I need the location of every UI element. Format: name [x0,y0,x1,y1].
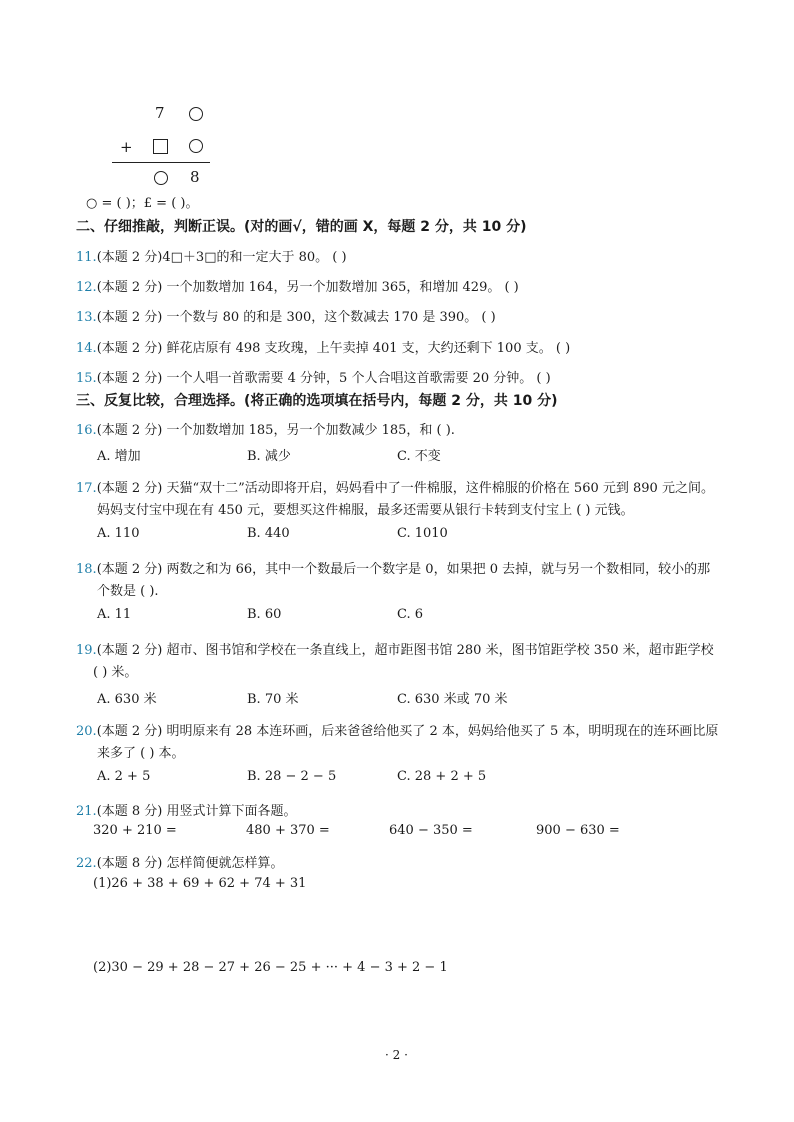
calc-expression: 900 − 630 = [536,823,620,838]
question-number: 12. [76,280,97,295]
question-text: (本题 2 分) 一个人唱一首歌需要 4 分钟，5 个人合唱这首歌需要 20 分钟。 ( ) [96,371,551,386]
question-text: (本题 2 分) 明明原来有 28 本连环画，后来爸爸给他买了 2 本，妈妈给他买了 5 本，明明现在的连环画比原 [96,724,719,739]
question-number: 21. [76,804,97,819]
option-b: B. 减少 [247,449,291,464]
option-a: A. 增加 [97,449,141,464]
question-19 [76,639,714,658]
option-b: B. 60 [247,607,282,622]
question-text: (本题 2 分) 两数之和为 66，其中一个数最后一个数字是 0，如果把 0 去掉，就与另一个数相同，较小的那 [96,562,711,577]
digit-result: 8 [190,168,200,186]
option-b: B. 28 − 2 − 5 [247,769,337,784]
question-text: (本题 8 分) 用竖式计算下面各题。 [96,804,297,819]
question-text: (本题 8 分) 怎样简便就怎样算。 [96,856,284,871]
question-text: (本题 2 分) 一个加数增加 185，另一个加数减少 185，和 ( ). [96,423,455,438]
option-c: C. 6 [397,607,424,622]
calc-expression: 320 + 210 = [93,823,177,838]
option-c: C. 不变 [397,449,441,464]
question-13 [76,306,496,325]
question-number: 18. [76,562,97,577]
question-number: 13. [76,310,97,325]
question-number: 20. [76,724,97,739]
calc-expression: 640 − 350 = [389,823,473,838]
question-text: (本题 2 分)4□＋3□的和一定大于 80。 ( ) [96,250,347,265]
question-16 [76,419,455,438]
calc-expression: 480 + 370 = [246,823,330,838]
question-text: (本题 2 分) 一个数与 80 的和是 300，这个数减去 170 是 390。 ( ) [96,310,496,325]
option-b: B. 440 [247,526,290,541]
question-17 [76,477,714,496]
question-text-continued: 来多了 ( ) 本。 [97,746,185,761]
question-number: 11. [76,250,97,265]
question-text: (本题 2 分) 天猫“双十二”活动即将开启，妈妈看中了一件棉服，这件棉服的价格在 560 元到 890 元之间。 [96,481,714,496]
circle-blank-icon [189,139,203,153]
option-c: C. 28 + 2 + 5 [397,769,487,784]
question-text-continued: ( ) 米。 [93,665,138,680]
sum-line [112,162,210,163]
question-number: 16. [76,423,97,438]
question-number: 17. [76,481,97,496]
option-b: B. 70 米 [247,692,299,707]
question-14 [76,337,570,356]
question-text: (本题 2 分) 一个加数增加 164，另一个加数增加 365，和增加 429。 ( ) [96,280,519,295]
square-blank-icon [153,139,168,154]
circle-blank-icon [189,107,203,121]
section3-title: 三、反复比较，合理选择。(将正确的选项填在括号内，每题 2 分，共 10 分) [76,393,558,409]
simplify-expression-1: (1)26 + 38 + 69 + 62 + 74 + 31 [93,876,307,891]
option-a: A. 11 [97,607,132,622]
question-18 [76,558,710,577]
plus-sign: + [120,138,133,156]
section2-title: 二、仔细推敲，判断正误。(对的画√，错的画 X，每题 2 分，共 10 分) [76,219,527,235]
digit-top: 7 [155,104,165,122]
question-text: (本题 2 分) 超市、图书馆和学校在一条直线上，超市距图书馆 280 米，图书馆距学校 350 米，超市距学校 [96,643,714,658]
question-12 [76,276,519,295]
question-21 [76,800,297,819]
option-c: C. 630 米或 70 米 [397,692,508,707]
question-text-continued: 妈妈支付宝中现在有 450 元，要想买这件棉服，最多还需要从银行卡转到支付宝上 ( ) 元钱。 [97,503,634,518]
option-a: A. 630 米 [97,692,157,707]
question-20 [76,720,718,739]
puzzle-answer-line: ○ = ( )；£ = ( )。 [86,196,199,211]
option-a: A. 110 [97,526,140,541]
question-text: (本题 2 分) 鲜花店原有 498 支玫瑰，上午卖掉 401 支，大约还剩下 100 支。 ( ) [96,341,571,356]
option-a: A. 2 + 5 [97,769,151,784]
option-c: C. 1010 [397,526,448,541]
question-text-continued: 个数是 ( ). [97,584,159,599]
question-15 [76,367,551,386]
question-number: 15. [76,371,97,386]
simplify-expression-2: (2)30 − 29 + 28 − 27 + 26 − 25 + ··· + 4 − 3 + 2 − 1 [93,960,448,975]
question-number: 22. [76,856,97,871]
page-number: · 2 · [385,1048,408,1062]
question-number: 19. [76,643,97,658]
question-number: 14. [76,341,97,356]
question-22 [76,852,284,871]
circle-blank-icon [154,171,168,185]
question-11 [76,246,347,265]
